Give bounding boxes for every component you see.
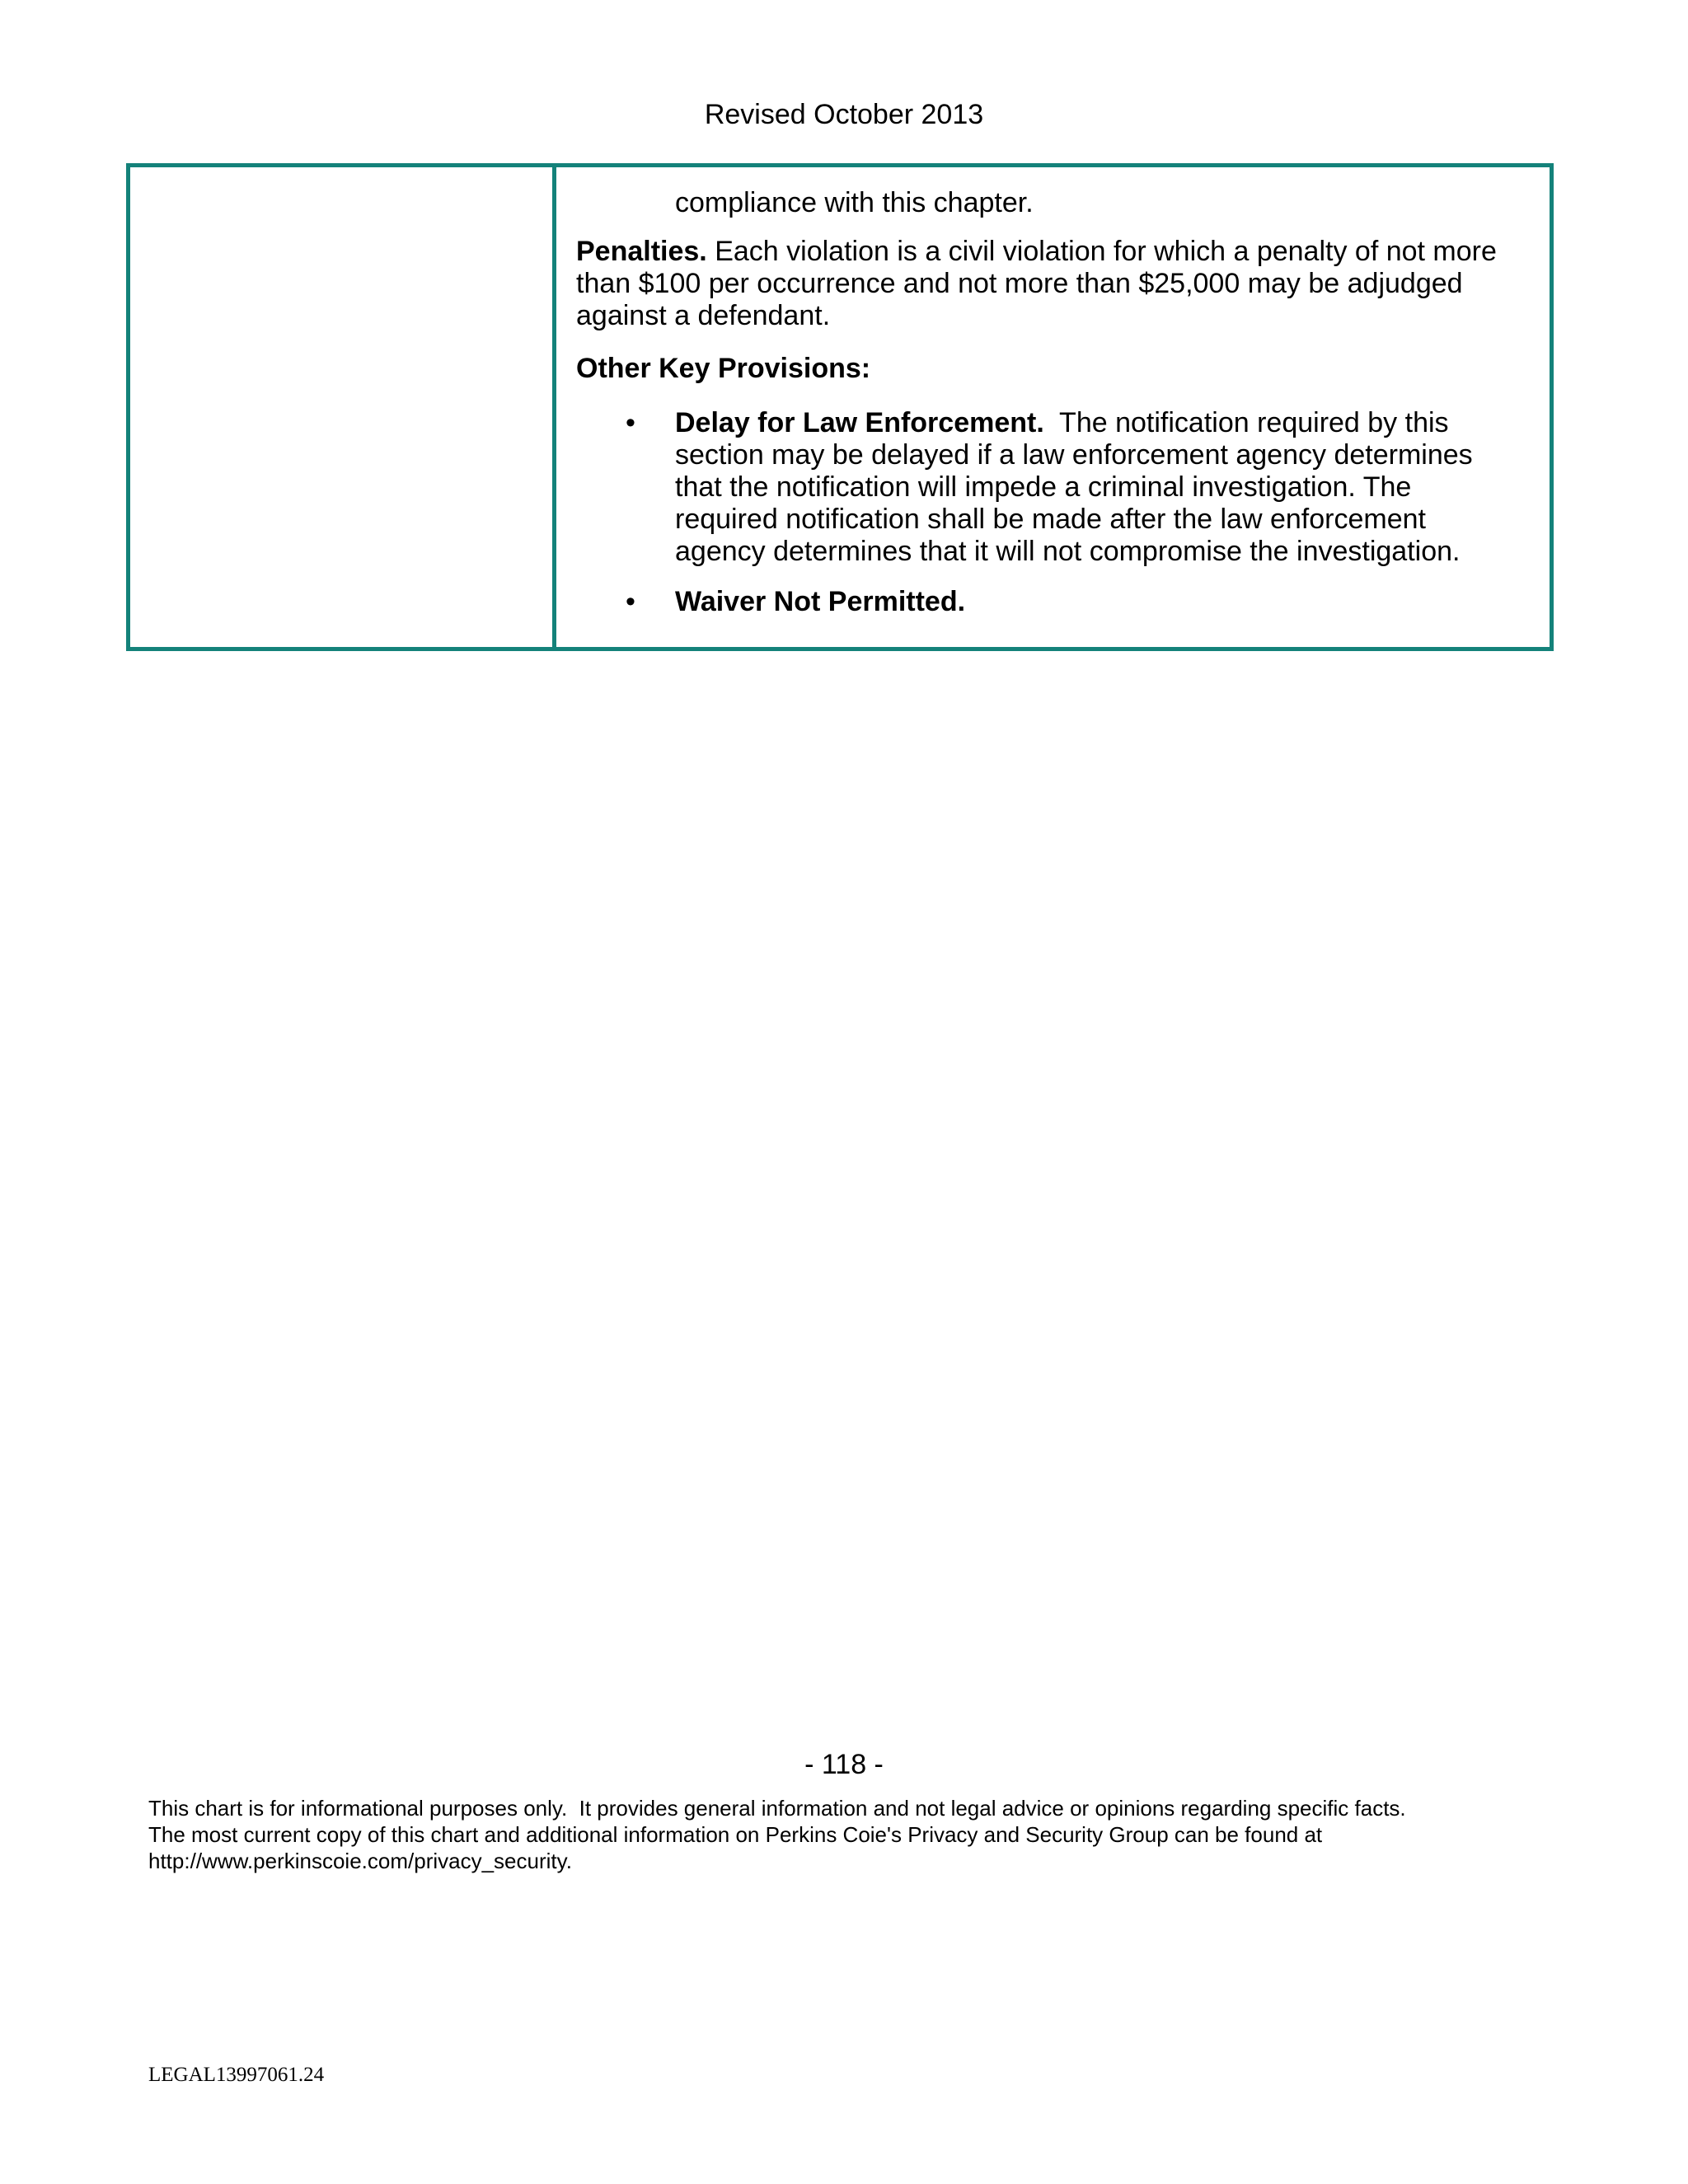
penalties-label: Penalties. xyxy=(576,236,707,267)
revised-date-header: Revised October 2013 xyxy=(704,99,984,130)
bullet-icon: • xyxy=(626,586,635,617)
penalties-text: Each violation is a civil violation for which a penalty of not more than $100 per occurrence and not more than $25,000 may be adjudged against a defendant. xyxy=(576,236,1497,331)
penalties-paragraph xyxy=(576,236,1522,332)
disclaimer-line: The most current copy of this chart and additional information on Perkins Coie's Privacy and Security Group can be found at xyxy=(148,1822,1323,1847)
disclaimer-line: This chart is for informational purposes only. It provides general information and not legal advice or opinions regarding specific facts. xyxy=(148,1796,1406,1821)
state-law-chart-table xyxy=(126,163,1554,651)
provision-list-item xyxy=(576,586,1522,618)
disclaimer-footer xyxy=(148,1795,1648,1874)
provision-list-item xyxy=(576,407,1522,568)
provisions-column-cell xyxy=(556,167,1550,647)
continued-text: compliance with this chapter. xyxy=(675,187,1034,218)
disclaimer-link-line[interactable]: http://www.perkinscoie.com/privacy_security. xyxy=(148,1849,572,1873)
provision-label: Waiver Not Permitted. xyxy=(675,586,966,617)
document-id: LEGAL13997061.24 xyxy=(148,2064,325,2086)
provision-text: The notification required by this section may be delayed if a law enforcement agency determines that the notification will impede a criminal investigation. The required notification shall be made after the law enforcement agency determines that it will not compromise the investigation. xyxy=(675,407,1481,567)
bullet-icon: • xyxy=(626,407,635,438)
provision-label: Delay for Law Enforcement. xyxy=(675,407,1044,438)
other-key-provisions-heading: Other Key Provisions: xyxy=(576,353,871,384)
page-number: - 118 - xyxy=(804,1749,884,1780)
state-column-cell xyxy=(130,167,556,647)
